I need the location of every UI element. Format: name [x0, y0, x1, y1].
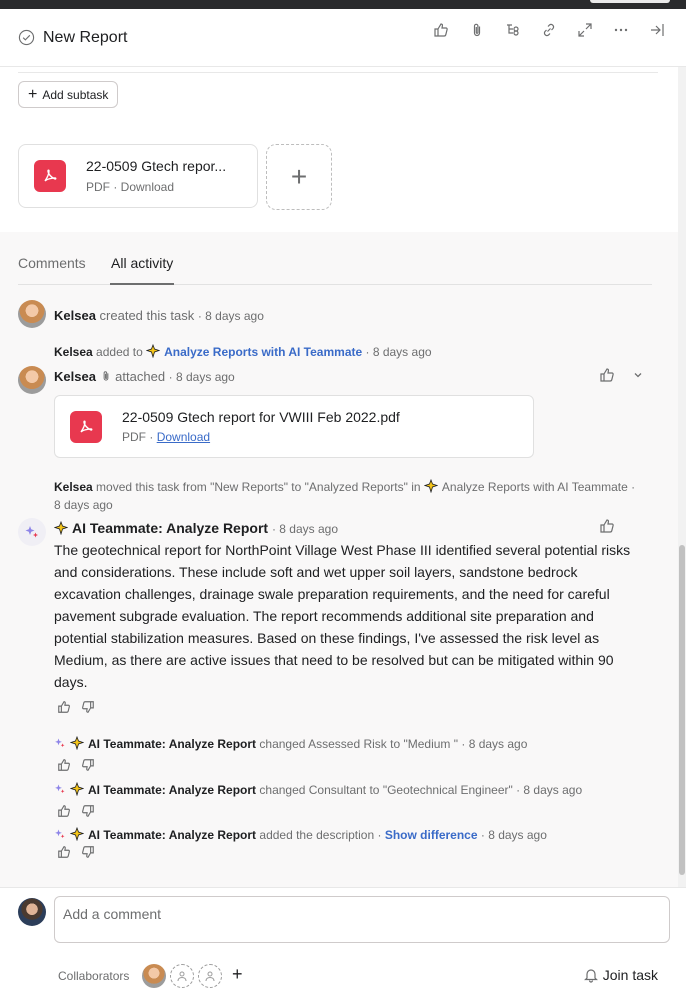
- sparkle-icon: [24, 524, 40, 540]
- activity-panel: [0, 232, 678, 887]
- change-text: changed Consultant to "Geotechnical Engineer": [259, 783, 513, 797]
- feedback-buttons: [57, 845, 95, 859]
- thumbs-up-icon[interactable]: [57, 700, 71, 714]
- ai-avatar: [18, 518, 46, 546]
- pdf-icon: [34, 160, 66, 192]
- change-text: changed Assessed Risk to "Medium ": [259, 737, 459, 751]
- ai-teammate-icon: [70, 736, 84, 750]
- activity-user[interactable]: Kelsea: [54, 369, 96, 384]
- ai-teammate-icon: [70, 827, 84, 841]
- more-icon[interactable]: [610, 19, 632, 41]
- activity-user[interactable]: Kelsea: [54, 480, 93, 494]
- ai-author[interactable]: AI Teammate: Analyze Report: [88, 783, 257, 797]
- pdf-icon: [70, 411, 102, 443]
- add-subtask-button[interactable]: [18, 81, 118, 108]
- activity-text: attached: [115, 369, 166, 384]
- attached-file-card[interactable]: [54, 395, 534, 458]
- show-difference-link[interactable]: Show difference: [384, 828, 478, 842]
- bell-icon: [583, 967, 599, 983]
- join-task-button[interactable]: [583, 967, 658, 983]
- sparkle-icon: [54, 737, 66, 749]
- activity-text: moved this task from "New Reports" to "Analyzed Reports" in: [96, 480, 421, 494]
- ai-author[interactable]: AI Teammate: Analyze Report: [88, 737, 257, 751]
- comment-input[interactable]: Add a comment: [54, 896, 670, 943]
- ai-teammate-icon: [70, 782, 84, 796]
- file-type: PDF ·: [122, 430, 154, 444]
- ai-teammate-icon: [424, 479, 438, 493]
- change-text: added the description ·: [259, 828, 382, 842]
- collaborator-avatar[interactable]: [142, 964, 166, 988]
- feedback-buttons: [57, 700, 95, 714]
- download-link[interactable]: Download: [156, 430, 211, 444]
- ai-teammate-icon: [54, 521, 68, 535]
- feedback-buttons: [57, 758, 95, 772]
- collaborators-label: Collaborators: [58, 969, 130, 983]
- avatar: [18, 366, 46, 394]
- add-subtask-label: Add subtask: [42, 87, 109, 102]
- project-link[interactable]: Analyze Reports with AI Teammate: [164, 345, 363, 359]
- activity-time: · 8 days ago: [365, 345, 432, 359]
- avatar: [18, 300, 46, 328]
- sparkle-icon: [54, 783, 66, 795]
- attachment-meta: PDF · Download: [86, 180, 175, 194]
- section-divider: [18, 72, 658, 73]
- thumbs-up-icon[interactable]: [57, 758, 71, 772]
- change-time: · 8 days ago: [461, 737, 528, 751]
- chevron-down-icon[interactable]: [632, 369, 644, 384]
- thumbs-down-icon[interactable]: [81, 845, 95, 859]
- tab-comments[interactable]: Comments: [18, 255, 86, 271]
- add-collaborator-button[interactable]: +: [232, 964, 243, 984]
- task-toolbar: [430, 19, 668, 41]
- comment-footer: [0, 887, 686, 995]
- attachment-card[interactable]: [18, 144, 258, 208]
- activity-text: created this task: [99, 308, 195, 323]
- window-top-strip: [0, 0, 686, 9]
- subtask-icon[interactable]: [502, 19, 524, 41]
- attached-file-name: 22-0509 Gtech report for VWIII Feb 2022.pdf: [122, 409, 400, 425]
- thumbs-down-icon[interactable]: [81, 700, 95, 714]
- scrollbar[interactable]: [678, 67, 686, 887]
- thumbs-down-icon[interactable]: [81, 804, 95, 818]
- thumbs-up-icon[interactable]: [57, 845, 71, 859]
- join-task-label: Join task: [602, 967, 658, 983]
- project-name[interactable]: Analyze Reports with AI Teammate ·: [441, 480, 636, 494]
- person-icon: [176, 970, 188, 982]
- thumbs-up-icon[interactable]: [430, 19, 452, 41]
- ai-author[interactable]: AI Teammate: Analyze Report: [88, 828, 257, 842]
- ai-comment-body: The geotechnical report for NorthPoint Village West Phase III identified several potential risks and considerations. These include soft and wet upper soil layers, sandstone bedrock excavation challenges, drainage swale preparation requirements, and the need for careful pavement subgrade evaluation. The report recommends additional site preparation and potential stabilization measures. Based on these findings, I've assessed the risk level as Medium, as there are active issues that need to be resolved but can be mitigated within 90 days.: [54, 542, 631, 690]
- feedback-buttons: [57, 804, 95, 818]
- comment-time: · 8 days ago: [271, 522, 338, 536]
- activity-text: added to: [96, 345, 143, 359]
- activity-time: 8 days ago: [54, 498, 113, 512]
- activity-user[interactable]: Kelsea: [54, 345, 93, 359]
- activity-time: · 8 days ago: [197, 309, 264, 323]
- window-strip-pill: [590, 0, 670, 3]
- tab-all-activity[interactable]: All activity: [111, 255, 174, 271]
- plus-icon: +: [28, 85, 38, 103]
- paperclip-icon: [100, 370, 112, 382]
- add-collaborator-placeholder[interactable]: [198, 964, 222, 988]
- change-time: · 8 days ago: [480, 828, 547, 842]
- activity-tabs: [18, 232, 652, 285]
- activity-user[interactable]: Kelsea: [54, 308, 96, 323]
- attachment-icon[interactable]: [466, 19, 488, 41]
- change-time: · 8 days ago: [516, 783, 583, 797]
- attachment-name: 22-0509 Gtech repor...: [86, 158, 227, 174]
- person-icon: [204, 970, 216, 982]
- activity-time: · 8 days ago: [168, 370, 235, 384]
- close-panel-icon[interactable]: [646, 19, 668, 41]
- like-icon[interactable]: [599, 367, 615, 386]
- mark-complete-icon[interactable]: [18, 29, 35, 46]
- link-icon[interactable]: [538, 19, 560, 41]
- ai-teammate-icon: [146, 344, 160, 358]
- thumbs-down-icon[interactable]: [81, 758, 95, 772]
- add-collaborator-placeholder[interactable]: [170, 964, 194, 988]
- like-icon[interactable]: [599, 518, 615, 537]
- current-user-avatar: [18, 898, 46, 926]
- expand-icon[interactable]: [574, 19, 596, 41]
- thumbs-up-icon[interactable]: [57, 804, 71, 818]
- scrollbar-thumb[interactable]: [679, 545, 685, 875]
- sparkle-icon: [54, 828, 66, 840]
- task-title[interactable]: New Report: [43, 28, 128, 46]
- add-attachment-button[interactable]: +: [266, 144, 332, 210]
- ai-author[interactable]: AI Teammate: Analyze Report: [72, 520, 269, 536]
